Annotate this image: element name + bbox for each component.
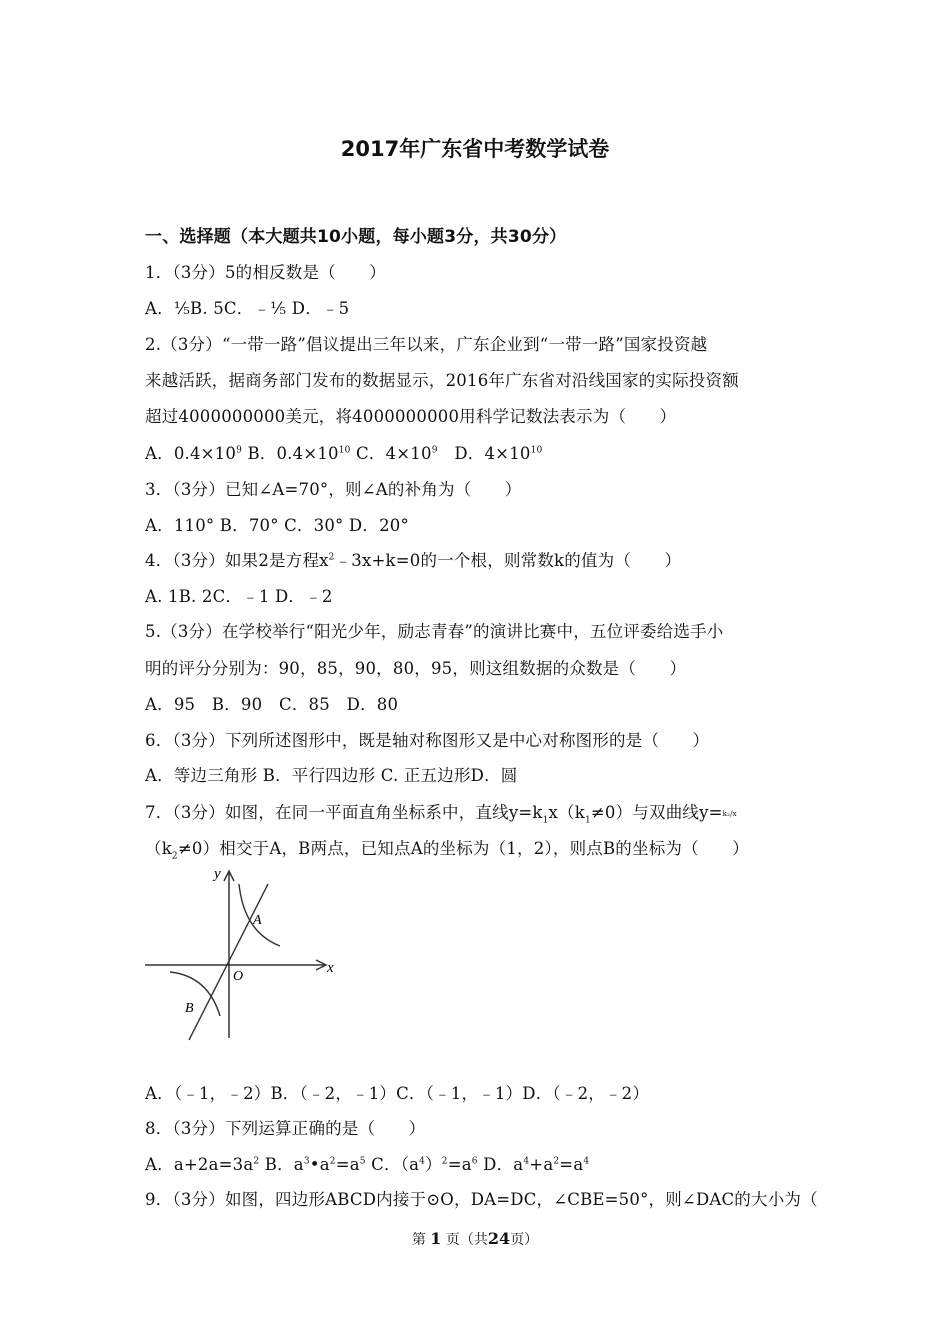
- question-1-stem: 1．（3分）5的相反数是（ ）: [145, 263, 386, 282]
- question-4-stem: [145, 547, 815, 571]
- option-c-end: =a: [447, 1155, 472, 1174]
- exponent: 2: [553, 1156, 560, 1167]
- question-7-line-1: [145, 799, 815, 825]
- question-2-line-3: 超过4000000000美元，将4000000000用科学记数法表示为（ ）: [145, 407, 677, 426]
- point-a-label: A: [253, 913, 262, 928]
- exponent: 10: [530, 445, 543, 456]
- option-b: B．a: [259, 1155, 304, 1174]
- question-6-stem: 6．（3分）下列所述图形中，既是轴对称图形又是中心对称图形的是（ ）: [145, 731, 710, 750]
- origin-label: O: [233, 969, 244, 984]
- exponent: 2: [328, 552, 335, 563]
- page-number: 1: [430, 1229, 442, 1248]
- option-b-mid: •a: [309, 1155, 330, 1174]
- question-8-stem: 8．（3分）下列运算正确的是（ ）: [145, 1119, 426, 1138]
- question-3-options: A．110° B．70° C．30° D．20°: [145, 516, 409, 535]
- y-axis-label: y: [214, 866, 221, 882]
- option-d: D．4×10: [437, 444, 531, 463]
- question-6-options: A．等边三角形 B．平行四边形 C. 正五边形D．圆: [145, 766, 518, 785]
- exponent: 9: [431, 445, 438, 456]
- stem-text: x（k: [548, 803, 585, 822]
- exponent: 4: [523, 1156, 530, 1167]
- footer-text: 页（共: [445, 1232, 488, 1248]
- stem-text: ≠0）与双曲线y=: [590, 803, 723, 822]
- subscript: 1: [542, 815, 549, 826]
- question-3-stem: 3．（3分）已知∠A=70°，则∠A的补角为（ ）: [145, 480, 522, 499]
- stem-text: ≠0）相交于A，B两点，已知点A的坐标为（1，2），则点B的坐标为（ ）: [177, 839, 749, 858]
- option-a: A．0.4×10: [145, 444, 237, 463]
- exponent: 6: [471, 1156, 478, 1167]
- exponent: 4: [419, 1156, 426, 1167]
- exponent: 9: [236, 445, 243, 456]
- exponent: 3: [303, 1156, 310, 1167]
- question-5-options: A．95 B．90 C．85 D．80: [145, 695, 399, 714]
- fraction: k₂/x: [722, 810, 737, 818]
- question-7-options: A．（﹣1，﹣2）B．（﹣2，﹣1）C．（﹣1，﹣1）D．（﹣2，﹣2）: [145, 1084, 650, 1103]
- option-b: B．0.4×10: [242, 444, 339, 463]
- option-c: C．（a: [365, 1155, 420, 1174]
- x-axis-label: x: [327, 960, 334, 976]
- question-2-line-1: 2.（3分）“一带一路”倡议提出三年以来，广东企业到“一带一路”国家投资越: [145, 335, 708, 354]
- question-2-options: [145, 440, 815, 464]
- question-5-line-1: 5.（3分）在学校举行“阳光少年，励志青春”的演讲比赛中，五位评委给选手小: [145, 622, 724, 641]
- page-title: 2017年广东省中考数学试卷: [340, 137, 610, 161]
- stem-text: 7．（3分）如图，在同一平面直角坐标系中，直线y=k: [145, 803, 543, 822]
- subscript: 2: [171, 851, 178, 862]
- stem-text: ﹣3x+k=0的一个根，则常数k的值为（ ）: [334, 551, 682, 570]
- stem-text: （k: [145, 839, 172, 858]
- exponent: 2: [253, 1156, 260, 1167]
- option-c: C．4×10: [350, 444, 432, 463]
- point-b-label: B: [185, 1001, 194, 1016]
- question-1-options: A．⅕B. 5C．﹣⅕ D．﹣5: [145, 299, 350, 318]
- footer-text: 第: [411, 1232, 426, 1248]
- exponent: 4: [583, 1156, 590, 1167]
- option-c-mid: ）: [425, 1155, 442, 1174]
- question-2-line-2: 来越活跃，据商务部门发布的数据显示，2016年广东省对沿线国家的实际投资额: [145, 371, 739, 390]
- total-pages: 24: [487, 1229, 511, 1248]
- option-d: D．a: [477, 1155, 524, 1174]
- option-d-mid: +a: [529, 1155, 554, 1174]
- exponent: 2: [441, 1156, 448, 1167]
- option-d-end: =a: [559, 1155, 584, 1174]
- question-7-line-2: [145, 835, 815, 861]
- subscript: 1: [584, 815, 591, 826]
- question-9-stem: 9．（3分）如图，四边形ABCD内接于⊙O，DA=DC，∠CBE=50°，则∠DAC的大小为（: [145, 1190, 818, 1209]
- section-heading: 一、选择题（本大题共10小题，每小题3分，共30分）: [145, 227, 567, 247]
- exponent: 10: [338, 445, 351, 456]
- exponent: 5: [359, 1156, 366, 1167]
- coordinate-graph: [140, 862, 350, 1047]
- stem-text: 4．（3分）如果2是方程x: [145, 551, 329, 570]
- question-5-line-2: 明的评分分别为：90，85，90，80，95，则这组数据的众数是（ ）: [145, 659, 687, 678]
- page-footer: [0, 1229, 950, 1249]
- footer-text: 页）: [510, 1232, 539, 1248]
- option-a: A．a+2a=3a: [145, 1155, 254, 1174]
- option-b-end: =a: [335, 1155, 360, 1174]
- question-8-options: [145, 1151, 815, 1175]
- exponent: 2: [329, 1156, 336, 1167]
- question-4-options: A. 1B. 2C．﹣1 D．﹣2: [145, 587, 333, 606]
